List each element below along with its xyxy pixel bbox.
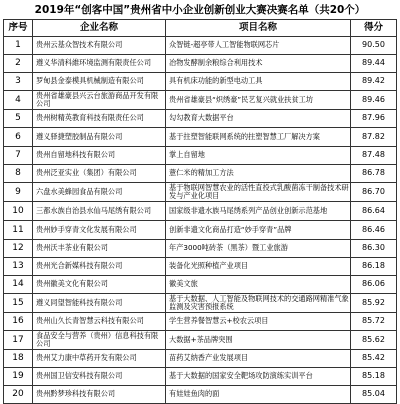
project-cell: 薏仁米的精加工方法 (166, 165, 351, 183)
table-row (4, 276, 397, 294)
score-cell: 85.04 (351, 386, 397, 404)
header-score: 得分 (351, 20, 397, 37)
row-number: 19 (4, 368, 33, 386)
score-cell: 89.46 (351, 91, 397, 110)
score-cell: 86.18 (351, 258, 397, 276)
row-number: 14 (4, 276, 33, 294)
company-cell: 遵义华清科維环境监测有限责任公司 (33, 55, 166, 73)
row-number: 4 (4, 91, 33, 110)
project-cell: 基于大数据、人工智能及物联网技术的交通路网精准气象监测及灾害预报系统 (166, 294, 351, 313)
company-cell: 三都水族自治县水仙马尾绣有限公司 (33, 202, 166, 221)
table-row (4, 350, 397, 368)
project-cell: 创新非遗文化商品打造“妙手穿青”品牌 (166, 221, 351, 240)
company-cell: 遵义驿捷塑胶制品有限公司 (33, 128, 166, 147)
company-cell: 贵州黔梦珍科技有限公司 (33, 386, 166, 404)
table-row (4, 110, 397, 128)
score-cell: 89.44 (351, 55, 397, 73)
table-row (4, 73, 397, 91)
score-cell: 86.30 (351, 240, 397, 258)
score-cell: 85.42 (351, 350, 397, 368)
score-cell: 86.78 (351, 165, 397, 183)
score-cell: 85.92 (351, 294, 397, 313)
company-cell: 贵州云基众智技术有限公司 (33, 37, 166, 55)
company-cell: 贵州沃丰茶业有限公司 (33, 240, 166, 258)
company-cell: 遵义同望智能科技有限公司 (33, 294, 166, 313)
score-cell: 87.82 (351, 128, 397, 147)
company-cell: 贵州省雄豪县兴云台旅游商品开发有限公司 (33, 91, 166, 110)
project-cell: 大数据+茶品牌突围 (166, 331, 351, 350)
company-cell: 贵州树精英教育科技有限责任公司 (33, 110, 166, 128)
table-row (4, 91, 397, 110)
company-cell: 六盘水美蜂园食品有限公司 (33, 183, 166, 202)
row-number: 17 (4, 331, 33, 350)
table-row (4, 37, 397, 55)
score-cell: 86.46 (351, 221, 397, 240)
row-number: 16 (4, 313, 33, 331)
table-row (4, 240, 397, 258)
company-cell: 贵州光合新媒科技有限公司 (33, 258, 166, 276)
score-cell: 87.96 (351, 110, 397, 128)
project-cell: 基于拄塑智能联网系统的拄塑智慧工厂解决方案 (166, 128, 351, 147)
row-number: 11 (4, 221, 33, 240)
row-number: 18 (4, 350, 33, 368)
row-number: 2 (4, 55, 33, 73)
score-cell: 85.62 (351, 331, 397, 350)
project-cell: 年产3000吨砖茶（黑茶）暨工业旅游 (166, 240, 351, 258)
row-number: 6 (4, 128, 33, 147)
table-row (4, 202, 397, 221)
company-cell: 贵州山久长青智慧云科技有限公司 (33, 313, 166, 331)
row-number: 10 (4, 202, 33, 221)
company-cell: 罗甸县金泰模具机械制造有限公司 (33, 73, 166, 91)
company-cell: 贵州徽美文化有限公司 (33, 276, 166, 294)
table-row (4, 386, 397, 404)
header-company: 企业名称 (33, 20, 166, 37)
score-cell: 90.50 (351, 37, 397, 55)
table-row (4, 221, 397, 240)
score-cell: 86.70 (351, 183, 397, 202)
row-number: 13 (4, 258, 33, 276)
finalists-table (3, 19, 397, 404)
project-cell: 贵州省雄豪县“炽绣豪”民艺复兴就业扶贫工坊 (166, 91, 351, 110)
table-row (4, 294, 397, 313)
project-cell: 国家级非遗水族马尾绣系列产品创业创新示范基地 (166, 202, 351, 221)
score-cell: 87.48 (351, 147, 397, 165)
table-row (4, 128, 397, 147)
project-cell: 苗药艾纳香产业发展项目 (166, 350, 351, 368)
table-row (4, 313, 397, 331)
row-number: 8 (4, 165, 33, 183)
table-row (4, 331, 397, 350)
row-number: 15 (4, 294, 33, 313)
row-number: 1 (4, 37, 33, 55)
row-number: 12 (4, 240, 33, 258)
table-row (4, 165, 397, 183)
header-no: 序号 (4, 20, 33, 37)
project-cell: 基于物联网智慧农业的活性直投式乳酸菌冻干制备技术研发与产业化项目 (166, 183, 351, 202)
row-number: 7 (4, 147, 33, 165)
project-cell: 学生营养餐智慧云+校农云项目 (166, 313, 351, 331)
header-project: 项目名称 (166, 20, 351, 37)
company-cell: 贵州国卫信安科技有限公司 (33, 368, 166, 386)
project-cell: 掌上自留地 (166, 147, 351, 165)
table-row (4, 183, 397, 202)
company-cell: 贵州自留地科技有限公司 (33, 147, 166, 165)
project-cell: 装备化光照种植产业项目 (166, 258, 351, 276)
row-number: 3 (4, 73, 33, 91)
row-number: 20 (4, 386, 33, 404)
project-cell: 勾勾教育大数据平台 (166, 110, 351, 128)
score-cell: 86.64 (351, 202, 397, 221)
table-row (4, 55, 397, 73)
project-cell: 徽美文旅 (166, 276, 351, 294)
project-cell: 众智链-超亭带人工智能物联网芯片 (166, 37, 351, 55)
project-cell: 有娃娃鱼肉的面 (166, 386, 351, 404)
table-row (4, 368, 397, 386)
table-body (4, 37, 397, 404)
company-cell: 贵州艾力康中草药开发有限公司 (33, 350, 166, 368)
company-cell: 贵州泛亚实业（集团）有限公司 (33, 165, 166, 183)
project-cell: 具有机床功能的新型电动工具 (166, 73, 351, 91)
score-cell: 86.06 (351, 276, 397, 294)
table-row (4, 147, 397, 165)
table-row (4, 258, 397, 276)
score-cell: 85.18 (351, 368, 397, 386)
project-cell: 基于大数据的国家安全靶场攻防演练实训平台 (166, 368, 351, 386)
company-cell: 贵州妙手穿青文化发展有限公司 (33, 221, 166, 240)
company-cell: 食品安全与营养（贵州）信息科技有限公司 (33, 331, 166, 350)
row-number: 5 (4, 110, 33, 128)
table-header-row (4, 20, 397, 37)
score-cell: 89.42 (351, 73, 397, 91)
document-title: 2019年“创客中国”贵州省中小企业创新创业大赛决赛名单（共20个） (34, 4, 366, 16)
row-number: 9 (4, 183, 33, 202)
project-cell: 冶物发酵制余粮综合利用技术 (166, 55, 351, 73)
score-cell: 85.72 (351, 313, 397, 331)
